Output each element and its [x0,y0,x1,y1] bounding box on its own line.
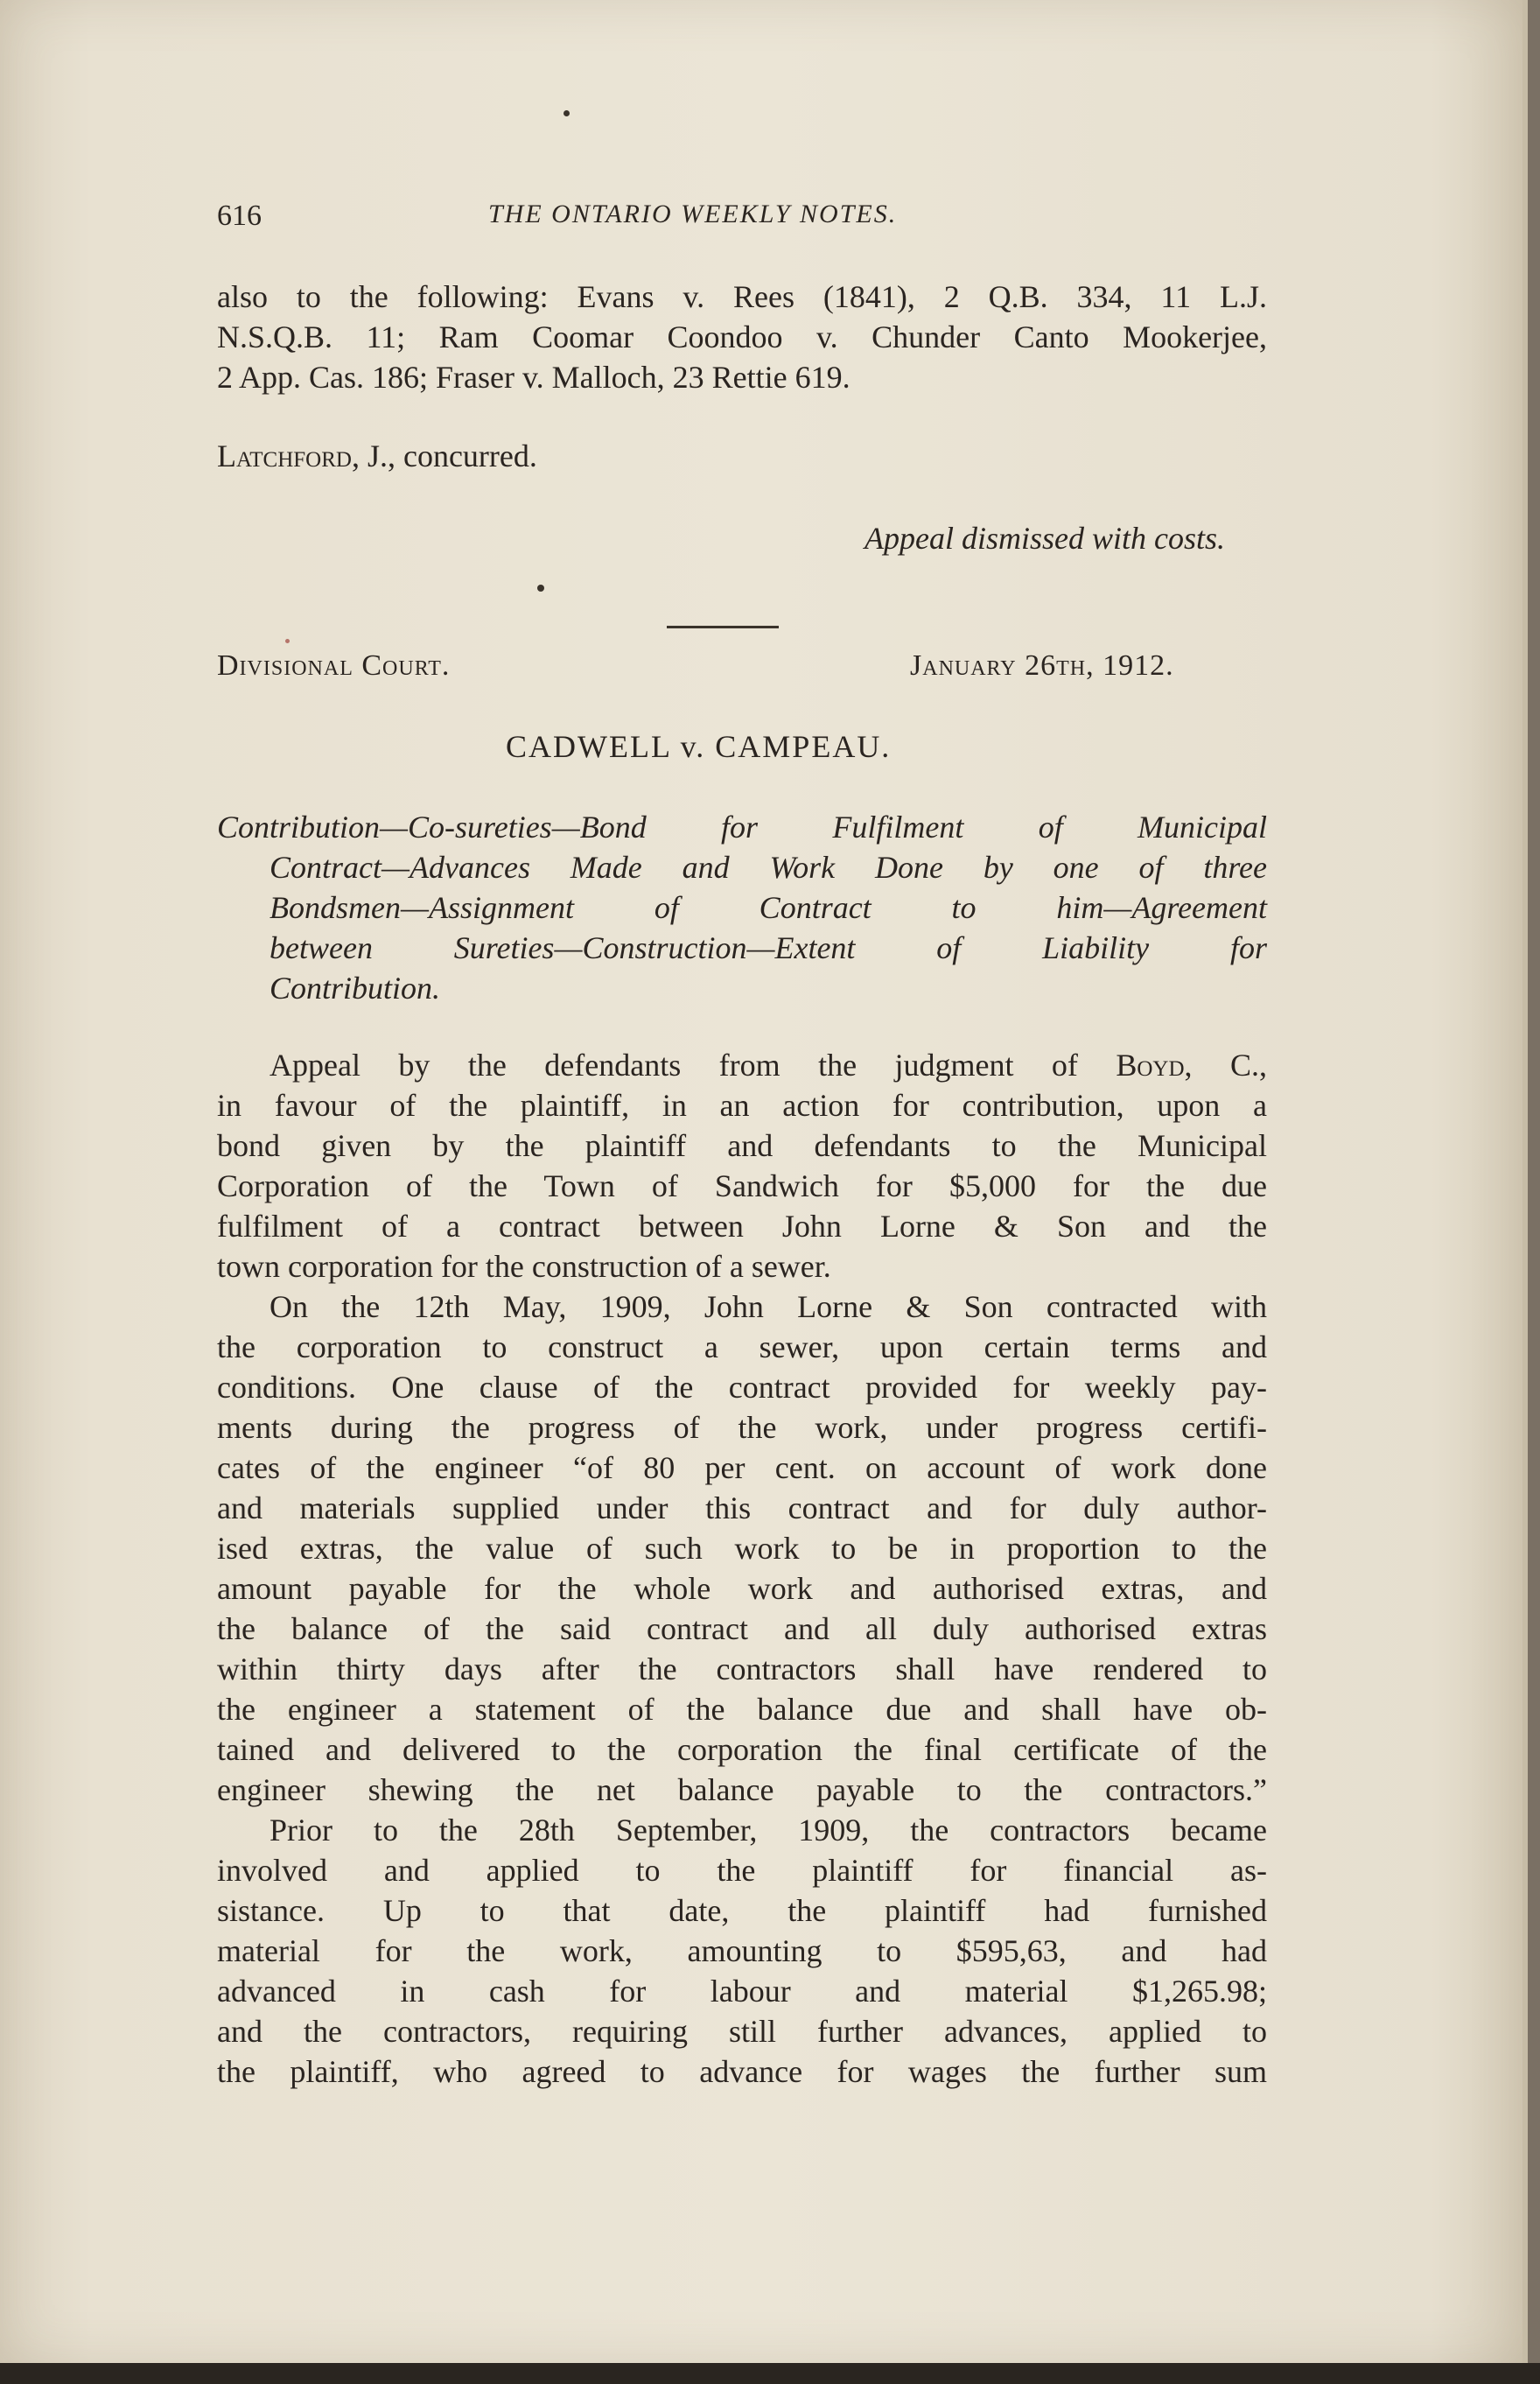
text-line: conditions. One clause of the contract provided for weekly pay- [217,1370,1267,1405]
text-line: fulfilment of a contract between John Lorne & Son and the [217,1209,1267,1244]
court-name: Divisional Court. [217,649,451,682]
body-text [217,1045,1267,2092]
text-line: sistance. Up to that date, the plaintiff had furnished [217,1893,1267,1928]
text-line: and the contractors, requiring still further advances, applied to [217,2014,1267,2049]
running-header [217,193,1267,236]
running-title: THE ONTARIO WEEKLY NOTES. [488,200,898,228]
text-line: town corporation for the construction of a sewer. [217,1249,831,1284]
headnote-line: Contribution—Co-sureties—Bond for Fulfilment of Municipal [217,810,1267,845]
text-line: the corporation to construct a sewer, upon certain terms and [217,1329,1267,1364]
text-line: involved and applied to the plaintiff for financial as- [217,1853,1267,1888]
ink-speck [564,110,570,116]
text-line: the engineer a statement of the balance due and shall have ob- [217,1692,1267,1727]
headnote-line: between Sureties—Construction—Extent of Liability for [270,930,1267,965]
headnote-line: Bondsmen—Assignment of Contract to him—Agreement [270,890,1267,925]
page-number: 616 [217,200,262,232]
text-line: amount payable for the whole work and authorised extras, and [217,1571,1267,1606]
text-line: bond given by the plaintiff and defendants to the Municipal [217,1128,1267,1163]
text-line: within thirty days after the contractors shall have rendered to [217,1651,1267,1686]
judge-name: Boyd [1116,1048,1185,1083]
text-fragment: , C., [1184,1048,1268,1083]
text-line: On the 12th May, 1909, John Lorne & Son contracted with [270,1289,1267,1324]
text-line: the plaintiff, who agreed to advance for wages the further sum [217,2054,1267,2089]
headnote-line: Contribution. [270,971,441,1006]
text-line: N.S.Q.B. 11; Ram Coomar Coondoo v. Chunder Canto Mookerjee, [217,319,1267,354]
text-line: engineer shewing the net balance payable to the contractors.” [217,1772,1267,1807]
headnote [217,807,1267,1008]
text-line: Prior to the 28th September, 1909, the contractors became [270,1813,1267,1848]
text-line [217,1045,1267,1085]
text-line: Corporation of the Town of Sandwich for $5,000 for the due [217,1168,1267,1203]
section-divider [667,626,779,628]
text-line: material for the work, amounting to $595,63, and had [217,1933,1267,1968]
headnote-line: Contract—Advances Made and Work Done by one of three [270,850,1267,885]
concurrence-line [217,436,1267,476]
text-line: advanced in cash for labour and material $1,265.98; [217,1974,1267,2009]
text-line: 2 App. Cas. 186; Fraser v. Malloch, 23 Rettie 619. [217,360,850,395]
text-line: in favour of the plaintiff, in an action for contribution, upon a [217,1088,1267,1123]
disposition-text: Appeal dismissed with costs. [864,521,1225,556]
ink-speck [285,639,290,643]
decision-date: January 26th, 1912. [910,649,1174,682]
text-line: tained and delivered to the corporation the final certificate of the [217,1732,1267,1767]
text-fragment: Appeal by the defendants from the judgment of [270,1048,1116,1083]
text-line: and materials supplied under this contract and for duly author- [217,1490,1267,1525]
concurrence-text: , J., concurred. [351,438,537,473]
text-line: cates of the engineer “of 80 per cent. on account of work done [217,1450,1267,1485]
text-line: ments during the progress of the work, under progress certifi- [217,1410,1267,1445]
top-paragraph [217,277,1267,397]
text-line: also to the following: Evans v. Rees (1841), 2 Q.B. 334, 11 L.J. [217,279,1267,314]
scan-bottom-edge [0,2363,1540,2384]
disposition [217,518,1267,558]
ink-speck [537,585,544,592]
case-title: CADWELL v. CAMPEAU. [506,729,892,764]
text-line: the balance of the said contract and all duly authorised extras [217,1611,1267,1646]
text-line: ised extras, the value of such work to be in proportion to the [217,1531,1267,1566]
judge-name: Latchford [217,438,352,473]
